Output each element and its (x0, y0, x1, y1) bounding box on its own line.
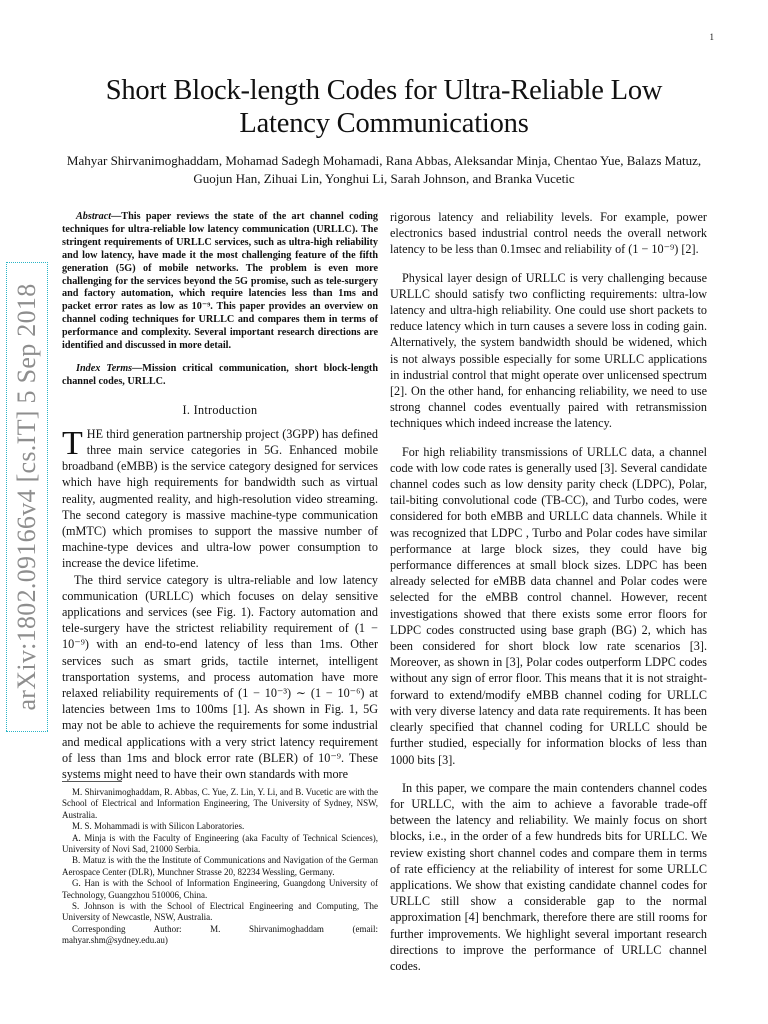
footnote: A. Minja is with the Faculty of Engineering (aka Faculty of Technical Sciences), University of Novi Sad, 21000 Serbia. (62, 832, 378, 855)
abstract (62, 211, 378, 353)
right-paragraph-3: In this paper, we compare the main contenders channel codes for URLLC, with the aim to achieve a favorable trade-off between the latency and reliability. We mainly focus on short blocks, i.e., in the order of a few hundreds bits for URLLC. We review existing short channel codes and compare them in terms of rate efficiency at the reliability of interest for some URLLC applications. We show that existing candidate channel codes for URLLC still show a considerable gap to the normal approximation [4] benchmark, therefore there are still rooms for further improvements. We highlight several important research directions to improve the performance of URLLC channel codes. (390, 780, 707, 973)
footnotes (62, 787, 378, 947)
intro-paragraph-1 (62, 426, 378, 572)
right-paragraph-1: Physical layer design of URLLC is very challenging because URLLC should satisfy two conflicting requirements: ultra-low latency and ultra-high reliability. One could use short packets to reduce latency which in turn causes a severe loss in coding gain. Alternatively, the system bandwidth should be widened, which is not always possible especially for some URLLC applications in industrial control that might operate over unlicensed spectrum [2]. On the other hand, for enhancing reliability, we need to use strong channel codes eventually paired with retransmission techniques which indeed increase the latency. (390, 270, 707, 431)
author-list: Mahyar Shirvanimoghaddam, Mohamad Sadegh Mohamadi, Rana Abbas, Aleksandar Minja, Chentao Yue, Balazs Matuz, Guojun Han, Zihuai Lin, Yonghui Li, Sarah Johnson, and Branka Vucetic (66, 153, 702, 186)
abstract-block (62, 211, 378, 389)
arxiv-stamp[interactable] (6, 262, 48, 732)
paper-title: Short Block-length Codes for Ultra-Reliable Low Latency Communications (105, 75, 663, 139)
footnote: G. Han is with the School of Information Engineering, Guangdong University of Technology, Guangzhou 510006, China. (62, 878, 378, 900)
footnote: B. Matuz is with the the Institute of Communications and Navigation of the German Aerospace Center (DLR), Munchner Strasse 20, 82234 Wessling, Germany. (62, 855, 378, 877)
page-number: 1 (709, 32, 714, 42)
footnote: M. S. Mohammadi is with Silicon Laboratories. (72, 821, 245, 832)
index-terms (62, 363, 378, 389)
intro-paragraph-1-text: HE third generation partnership project (3GPP) has defined three main service categories in 5G. Enhanced mobile broadband (eMBB) is the service category designed for services which have high requirements for bandwidth such as virtual reality, augmented reality, and high-resolution video streaming. The second category is massive machine-type communication (mMTC) which promises to support the massive number of machine-type devices and ultra-low power consumption to increase the device lifetime. (62, 426, 378, 571)
footnote: S. Johnson is with the School of Electrical Engineering and Computing, The University of Newcastle, NSW, Australia. (62, 901, 378, 923)
footnote-rule (62, 781, 122, 782)
abstract-label: Abstract (76, 211, 112, 222)
right-column (390, 209, 707, 986)
abstract-text: —This paper reviews the state of the art channel coding techniques for ultra-reliable low latency communication (URLLC). The stringent requirements of URLLC services, such as ultra-high reliability and low latency, have made it the most challenging feature of the fifth generation (5G) of mobile networks. The problem is even more challenging for the services beyond the 5G promise, such as tele-surgery and factory automation, which require latencies less than 1ms and packet error rates as low as 10⁻⁹. This paper provides an overview on channel coding techniques for URLLC and compares them in terms of performance and complexity. Several important research directions are identified and discussed in more detail. (62, 211, 378, 352)
index-terms-label: Index Terms (76, 362, 133, 374)
left-column (62, 211, 378, 782)
right-paragraph-2: For high reliability transmissions of URLLC data, a channel code with low code rates is generally used [3]. Several candidate channel codes such as low density parity check (LDPC), Polar, tail-biting convolutional code (TB-CC), and Turbo codes, were considered for both eMBB and URLLC data channels. While it was recognized that LDPC , Turbo and Polar codes have similar performance at large block sizes, they could have big performance differences at small block sizes. LDPC has been already selected for eMBB data channel and Polar codes were selected for the eMBB control channel. However, recent investigations showed that there exists some error floors for LDPC codes constructed using base graph (BG) 2, which has been considered for short block low rate scenarios [3]. Moreover, as shown in [3], Polar codes outperform LDPC codes without any sign of error floor. This means that it is not straight-forward to extend/modify eMBB channel coding for URLLC with very diverse latency and data rate requirements. It has been clearly specified that channel coding for URLLC should be further studied, especially for information blocks of less than 1000 bits [3]. (390, 444, 707, 767)
index-terms-text: —Mission critical communication, short block-length channel codes, URLLC. (62, 362, 378, 387)
introduction-body (62, 426, 378, 782)
footnote: Corresponding Author: M. Shirvanimoghaddam (email: mahyar.shm@sydney.edu.au) (62, 923, 378, 946)
right-paragraph-0: rigorous latency and reliability levels. For example, power electronics based industrial control needs the overall network latency to be less than 0.1msec and reliability of (1 − 10⁻⁹) [2]. (390, 210, 707, 257)
intro-paragraph-2: The third service category is ultra-reliable and low latency communication (URLLC) which focuses on delay sensitive applications and services (see Fig. 1). Factory automation and tele-surgery have the strictest reliability requirement of (1 − 10⁻⁹) with an end-to-end latency of less than 1ms. Other services such as smart grids, tactile internet, intelligent transportation systems, and process automation have more relaxed reliability requirements of (1 − 10⁻³) ∼ (1 − 10⁻⁶) at latencies between 1ms to 100ms [1]. As shown in Fig. 1, 5G may not be able to achieve the requirements for some industrial and medical applications with a very strict latency requirement of less than 1ms and block error rate (BLER) of 10⁻⁹. These systems might need to have their own standards with more (62, 572, 378, 782)
footnote: M. Shirvanimoghaddam, R. Abbas, C. Yue, Z. Lin, Y. Li, and B. Vucetic are with the School of Electrical and Information Engineering, The University of Sydney, NSW, Australia. (62, 787, 378, 820)
drop-cap: T (62, 424, 83, 462)
arxiv-stamp-text: arXiv:1802.09166v4 [cs.IT] 5 Sep 2018 (12, 283, 41, 711)
section-heading-introduction: I. Introduction (182, 402, 258, 417)
